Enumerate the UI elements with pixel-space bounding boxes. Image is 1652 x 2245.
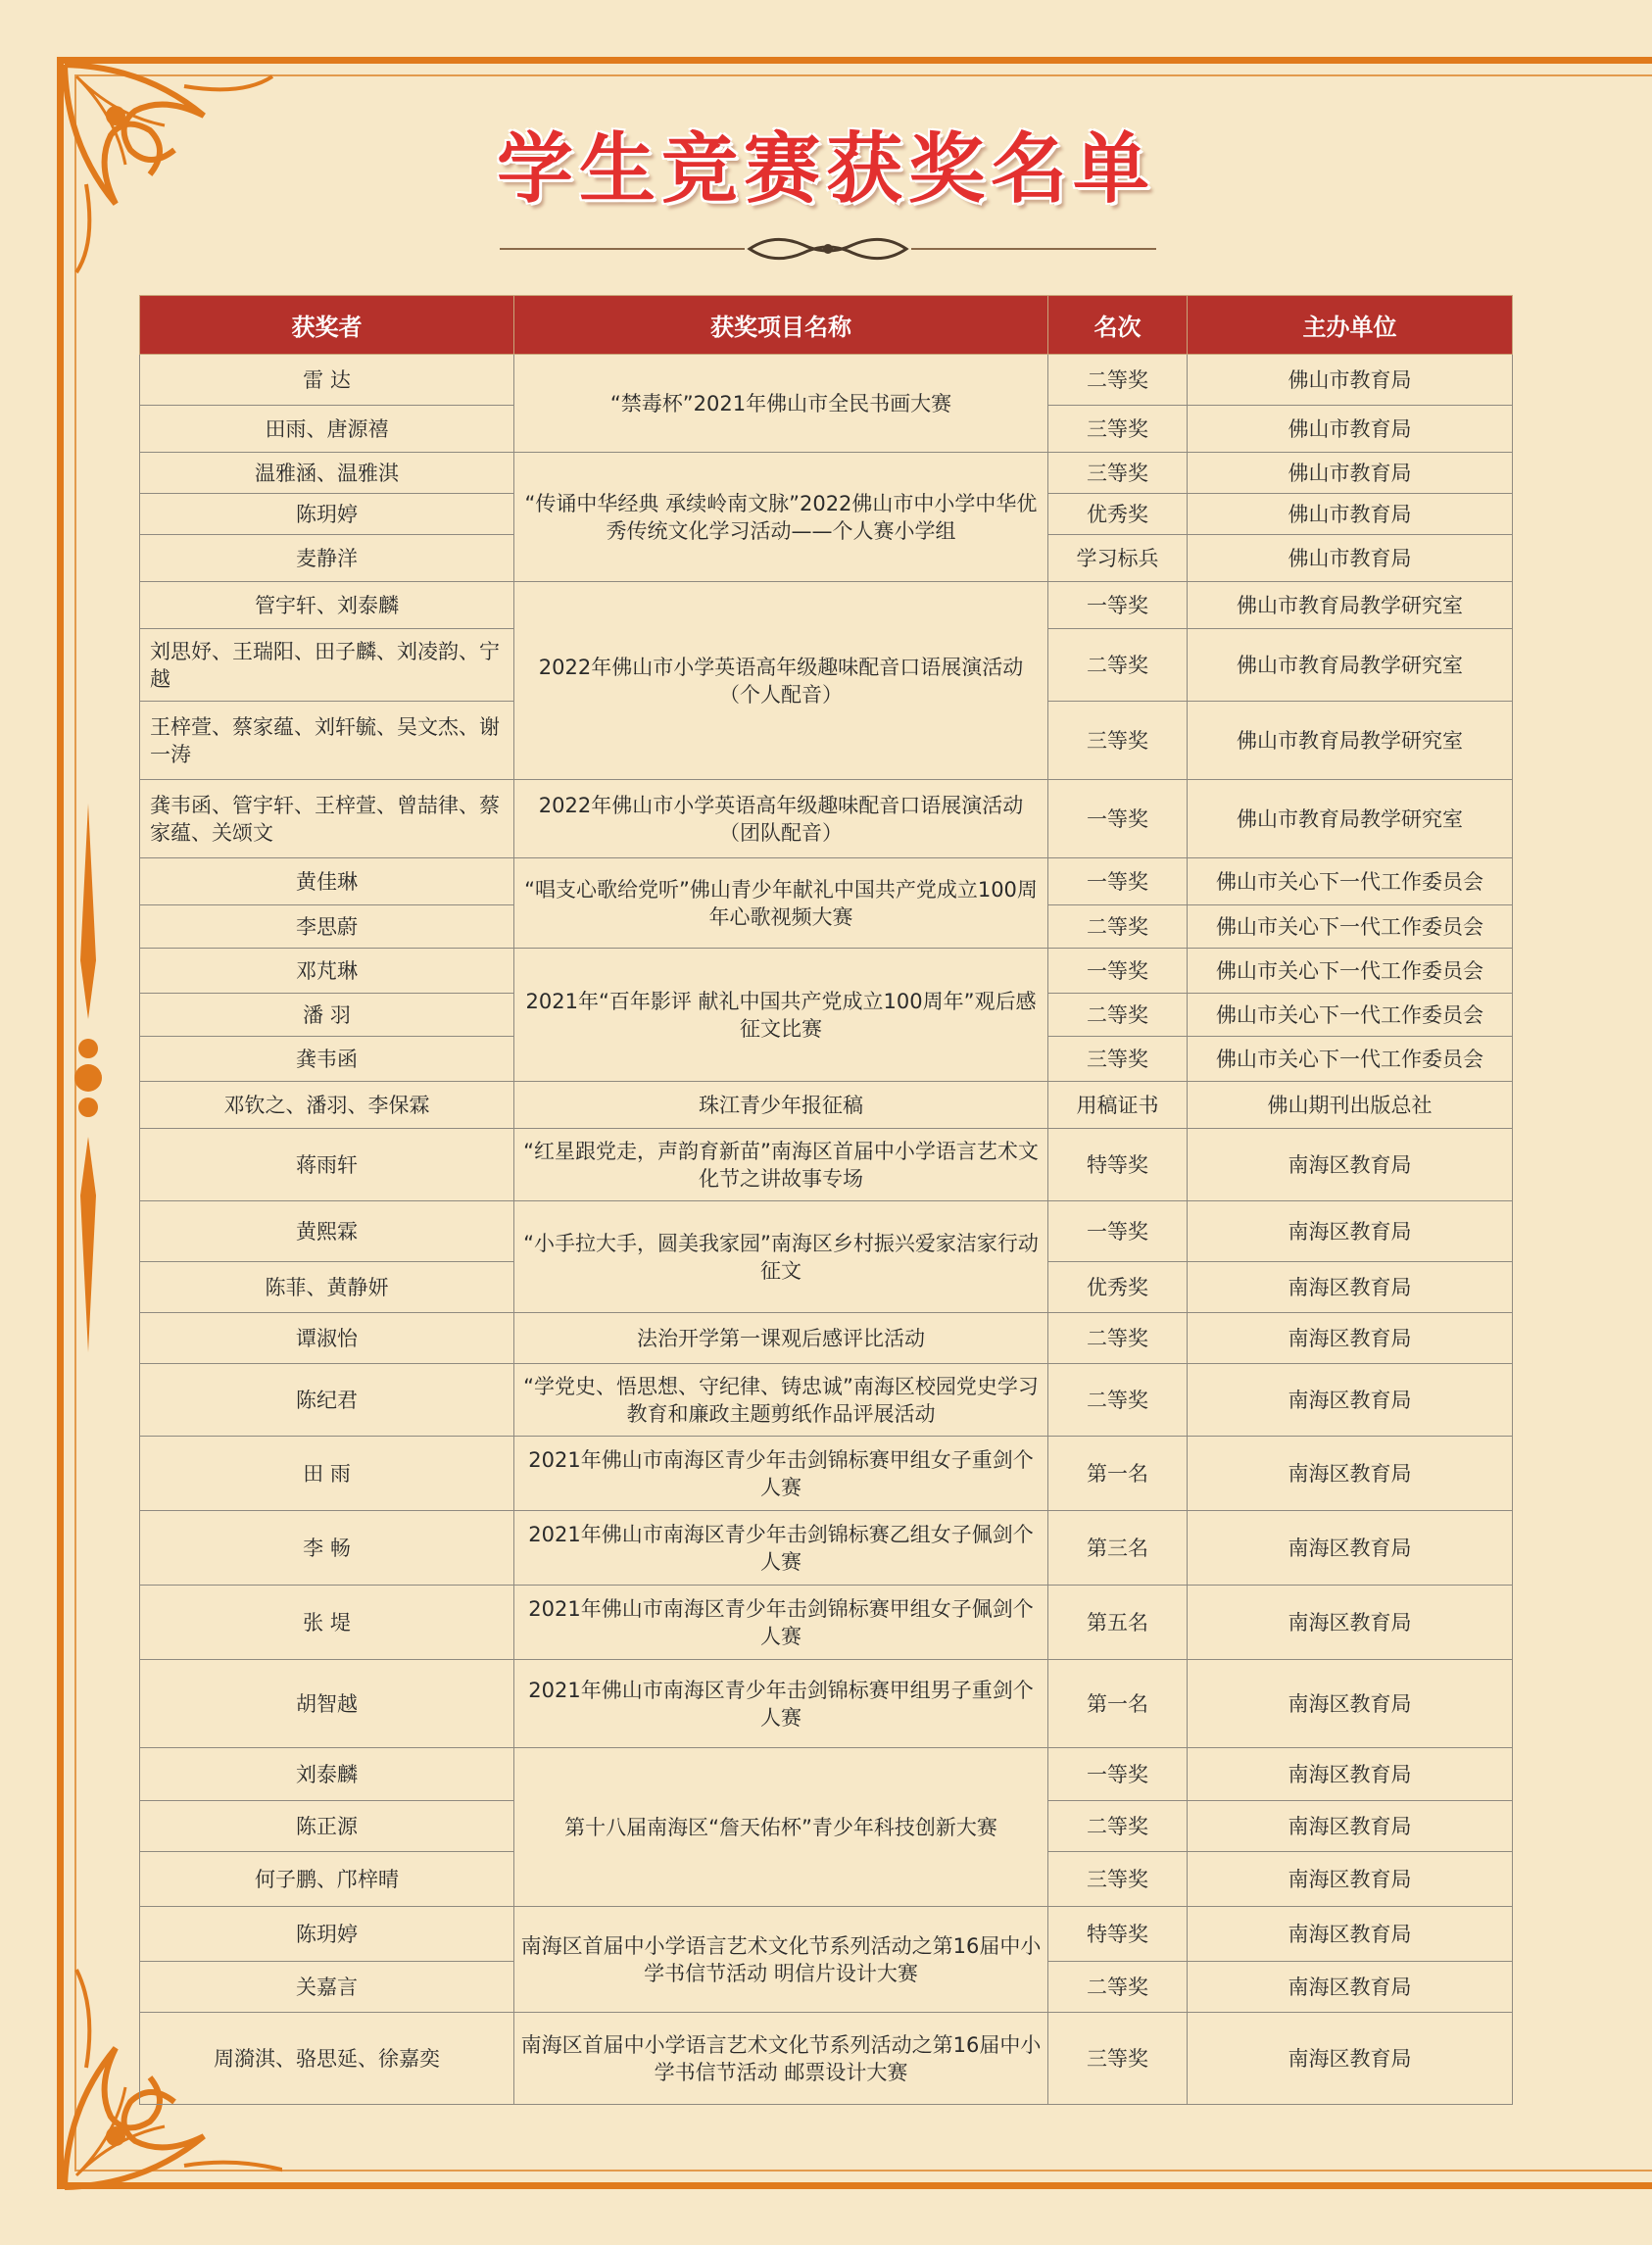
rank-cell: 三等奖 [1048,453,1188,494]
table-row [140,858,1513,905]
organizer-cell: 佛山市关心下一代工作委员会 [1188,994,1513,1037]
organizer-cell: 佛山市教育局教学研究室 [1188,702,1513,780]
project-cell: “小手拉大手，圆美我家园”南海区乡村振兴爱家洁家行动征文 [514,1201,1048,1313]
winner-cell: 王梓萱、蔡家蕴、刘轩毓、吴文杰、谢一涛 [140,702,514,780]
table-row [140,949,1513,994]
organizer-cell: 佛山市关心下一代工作委员会 [1188,949,1513,994]
column-header-project: 获奖项目名称 [514,296,1048,355]
rank-cell: 二等奖 [1048,905,1188,949]
project-cell: “学党史、悟思想、守纪律、铸忠诚”南海区校园党史学习教育和廉政主题剪纸作品评展活动 [514,1364,1048,1437]
rank-cell: 一等奖 [1048,949,1188,994]
organizer-cell: 南海区教育局 [1188,1907,1513,1962]
winner-cell: 陈纪君 [140,1364,514,1437]
column-header-winner: 获奖者 [140,296,514,355]
organizer-cell: 南海区教育局 [1188,1437,1513,1511]
project-cell: 2021年佛山市南海区青少年击剑锦标赛甲组女子佩剑个人赛 [514,1586,1048,1660]
winner-cell: 龚韦函、管宇轩、王梓萱、曾喆律、蔡家蕴、关颂文 [140,780,514,858]
organizer-cell: 南海区教育局 [1188,2013,1513,2105]
organizer-cell: 南海区教育局 [1188,1801,1513,1852]
project-cell: 2022年佛山市小学英语高年级趣味配音口语展演活动（团队配音） [514,780,1048,858]
table-row [140,1129,1513,1201]
organizer-cell: 南海区教育局 [1188,1962,1513,2013]
project-cell: 南海区首届中小学语言艺术文化节系列活动之第16届中小学书信节活动 明信片设计大赛 [514,1907,1048,2013]
organizer-cell: 南海区教育局 [1188,1586,1513,1660]
organizer-cell: 南海区教育局 [1188,1511,1513,1586]
organizer-cell: 南海区教育局 [1188,1201,1513,1262]
project-cell: “禁毒杯”2021年佛山市全民书画大赛 [514,355,1048,453]
rank-cell: 第一名 [1048,1660,1188,1748]
table-row [140,1313,1513,1364]
rank-cell: 二等奖 [1048,629,1188,702]
rank-cell: 一等奖 [1048,1748,1188,1801]
table-row [140,1511,1513,1586]
project-cell: 2022年佛山市小学英语高年级趣味配音口语展演活动（个人配音） [514,582,1048,780]
organizer-cell: 佛山期刊出版总社 [1188,1082,1513,1129]
rank-cell: 二等奖 [1048,1801,1188,1852]
table-row [140,1586,1513,1660]
winner-cell: 龚韦函 [140,1037,514,1082]
rank-cell: 用稿证书 [1048,1082,1188,1129]
winner-cell: 谭淑怡 [140,1313,514,1364]
project-cell: “传诵中华经典 承续岭南文脉”2022佛山市中小学中华优秀传统文化学习活动——个人赛小学组 [514,453,1048,582]
project-cell: 2021年“百年影评 献礼中国共产党成立100周年”观后感征文比赛 [514,949,1048,1082]
winner-cell: 关嘉言 [140,1962,514,2013]
table-row [140,355,1513,406]
rank-cell: 优秀奖 [1048,1262,1188,1313]
winner-cell: 陈正源 [140,1801,514,1852]
organizer-cell: 佛山市教育局教学研究室 [1188,629,1513,702]
side-ornament-left [69,804,108,1352]
table-row [140,582,1513,629]
organizer-cell: 佛山市教育局 [1188,406,1513,453]
organizer-cell: 南海区教育局 [1188,1660,1513,1748]
winner-cell: 刘泰麟 [140,1748,514,1801]
winner-cell: 陈玥婷 [140,494,514,535]
organizer-cell: 佛山市教育局教学研究室 [1188,582,1513,629]
rank-cell: 特等奖 [1048,1129,1188,1201]
column-header-organizer: 主办单位 [1188,296,1513,355]
rank-cell: 优秀奖 [1048,494,1188,535]
winner-cell: 李 畅 [140,1511,514,1586]
table-row [140,2013,1513,2105]
rank-cell: 第五名 [1048,1586,1188,1660]
organizer-cell: 佛山市教育局 [1188,494,1513,535]
project-cell: 2021年佛山市南海区青少年击剑锦标赛乙组女子佩剑个人赛 [514,1511,1048,1586]
awards-table [139,295,1513,2105]
organizer-cell: 佛山市教育局教学研究室 [1188,780,1513,858]
organizer-cell: 南海区教育局 [1188,1129,1513,1201]
rank-cell: 一等奖 [1048,582,1188,629]
winner-cell: 李思蔚 [140,905,514,949]
organizer-cell: 佛山市关心下一代工作委员会 [1188,905,1513,949]
organizer-cell: 佛山市关心下一代工作委员会 [1188,858,1513,905]
table-row [140,1437,1513,1511]
winner-cell: 胡智越 [140,1660,514,1748]
rank-cell: 二等奖 [1048,1962,1188,2013]
winner-cell: 雷 达 [140,355,514,406]
table-row [140,1907,1513,1962]
winner-cell: 刘思妤、王瑞阳、田子麟、刘凌韵、宁 越 [140,629,514,702]
project-cell: 2021年佛山市南海区青少年击剑锦标赛甲组男子重剑个人赛 [514,1660,1048,1748]
table-row [140,1660,1513,1748]
rank-cell: 一等奖 [1048,780,1188,858]
winner-cell: 张 堤 [140,1586,514,1660]
column-header-rank: 名次 [1048,296,1188,355]
rank-cell: 二等奖 [1048,1364,1188,1437]
winner-cell: 陈玥婷 [140,1907,514,1962]
project-cell: 南海区首届中小学语言艺术文化节系列活动之第16届中小学书信节活动 邮票设计大赛 [514,2013,1048,2105]
winner-cell: 邓钦之、潘羽、李保霖 [140,1082,514,1129]
table-row [140,1364,1513,1437]
winner-cell: 潘 羽 [140,994,514,1037]
rank-cell: 三等奖 [1048,1852,1188,1907]
winner-cell: 黄熙霖 [140,1201,514,1262]
organizer-cell: 南海区教育局 [1188,1262,1513,1313]
rank-cell: 二等奖 [1048,1313,1188,1364]
winner-cell: 田 雨 [140,1437,514,1511]
rank-cell: 二等奖 [1048,355,1188,406]
organizer-cell: 佛山市教育局 [1188,355,1513,406]
table-row [140,1748,1513,1801]
table-row [140,780,1513,858]
project-cell: “红星跟党走，声韵育新苗”南海区首届中小学语言艺术文化节之讲故事专场 [514,1129,1048,1201]
rank-cell: 三等奖 [1048,1037,1188,1082]
organizer-cell: 南海区教育局 [1188,1748,1513,1801]
winner-cell: 何子鹏、邝梓晴 [140,1852,514,1907]
winner-cell: 黄佳琳 [140,858,514,905]
rank-cell: 特等奖 [1048,1907,1188,1962]
winner-cell: 周漪淇、骆思延、徐嘉奕 [140,2013,514,2105]
rank-cell: 第三名 [1048,1511,1188,1586]
title-divider-ornament [500,227,1156,267]
organizer-cell: 南海区教育局 [1188,1313,1513,1364]
project-cell: “唱支心歌给党听”佛山青少年献礼中国共产党成立100周年心歌视频大赛 [514,858,1048,949]
winner-cell: 邓芃琳 [140,949,514,994]
winner-cell: 麦静洋 [140,535,514,582]
rank-cell: 三等奖 [1048,702,1188,780]
project-cell: 珠江青少年报征稿 [514,1082,1048,1129]
rank-cell: 一等奖 [1048,1201,1188,1262]
table-row [140,1082,1513,1129]
winner-cell: 温雅涵、温雅淇 [140,453,514,494]
organizer-cell: 南海区教育局 [1188,1852,1513,1907]
winner-cell: 管宇轩、刘泰麟 [140,582,514,629]
rank-cell: 第一名 [1048,1437,1188,1511]
page-title: 学生竞赛获奖名单 [496,125,1155,214]
rank-cell: 二等奖 [1048,994,1188,1037]
rank-cell: 学习标兵 [1048,535,1188,582]
organizer-cell: 佛山市教育局 [1188,453,1513,494]
rank-cell: 三等奖 [1048,2013,1188,2105]
table-row [140,453,1513,494]
rank-cell: 一等奖 [1048,858,1188,905]
project-cell: 2021年佛山市南海区青少年击剑锦标赛甲组女子重剑个人赛 [514,1437,1048,1511]
winner-cell: 陈菲、黄静妍 [140,1262,514,1313]
project-cell: 法治开学第一课观后感评比活动 [514,1313,1048,1364]
winner-cell: 田雨、唐源禧 [140,406,514,453]
organizer-cell: 南海区教育局 [1188,1364,1513,1437]
organizer-cell: 佛山市教育局 [1188,535,1513,582]
table-header-row [140,296,1513,355]
winner-cell: 蒋雨轩 [140,1129,514,1201]
project-cell: 第十八届南海区“詹天佑杯”青少年科技创新大赛 [514,1748,1048,1907]
table-row [140,1201,1513,1262]
rank-cell: 三等奖 [1048,406,1188,453]
organizer-cell: 佛山市关心下一代工作委员会 [1188,1037,1513,1082]
